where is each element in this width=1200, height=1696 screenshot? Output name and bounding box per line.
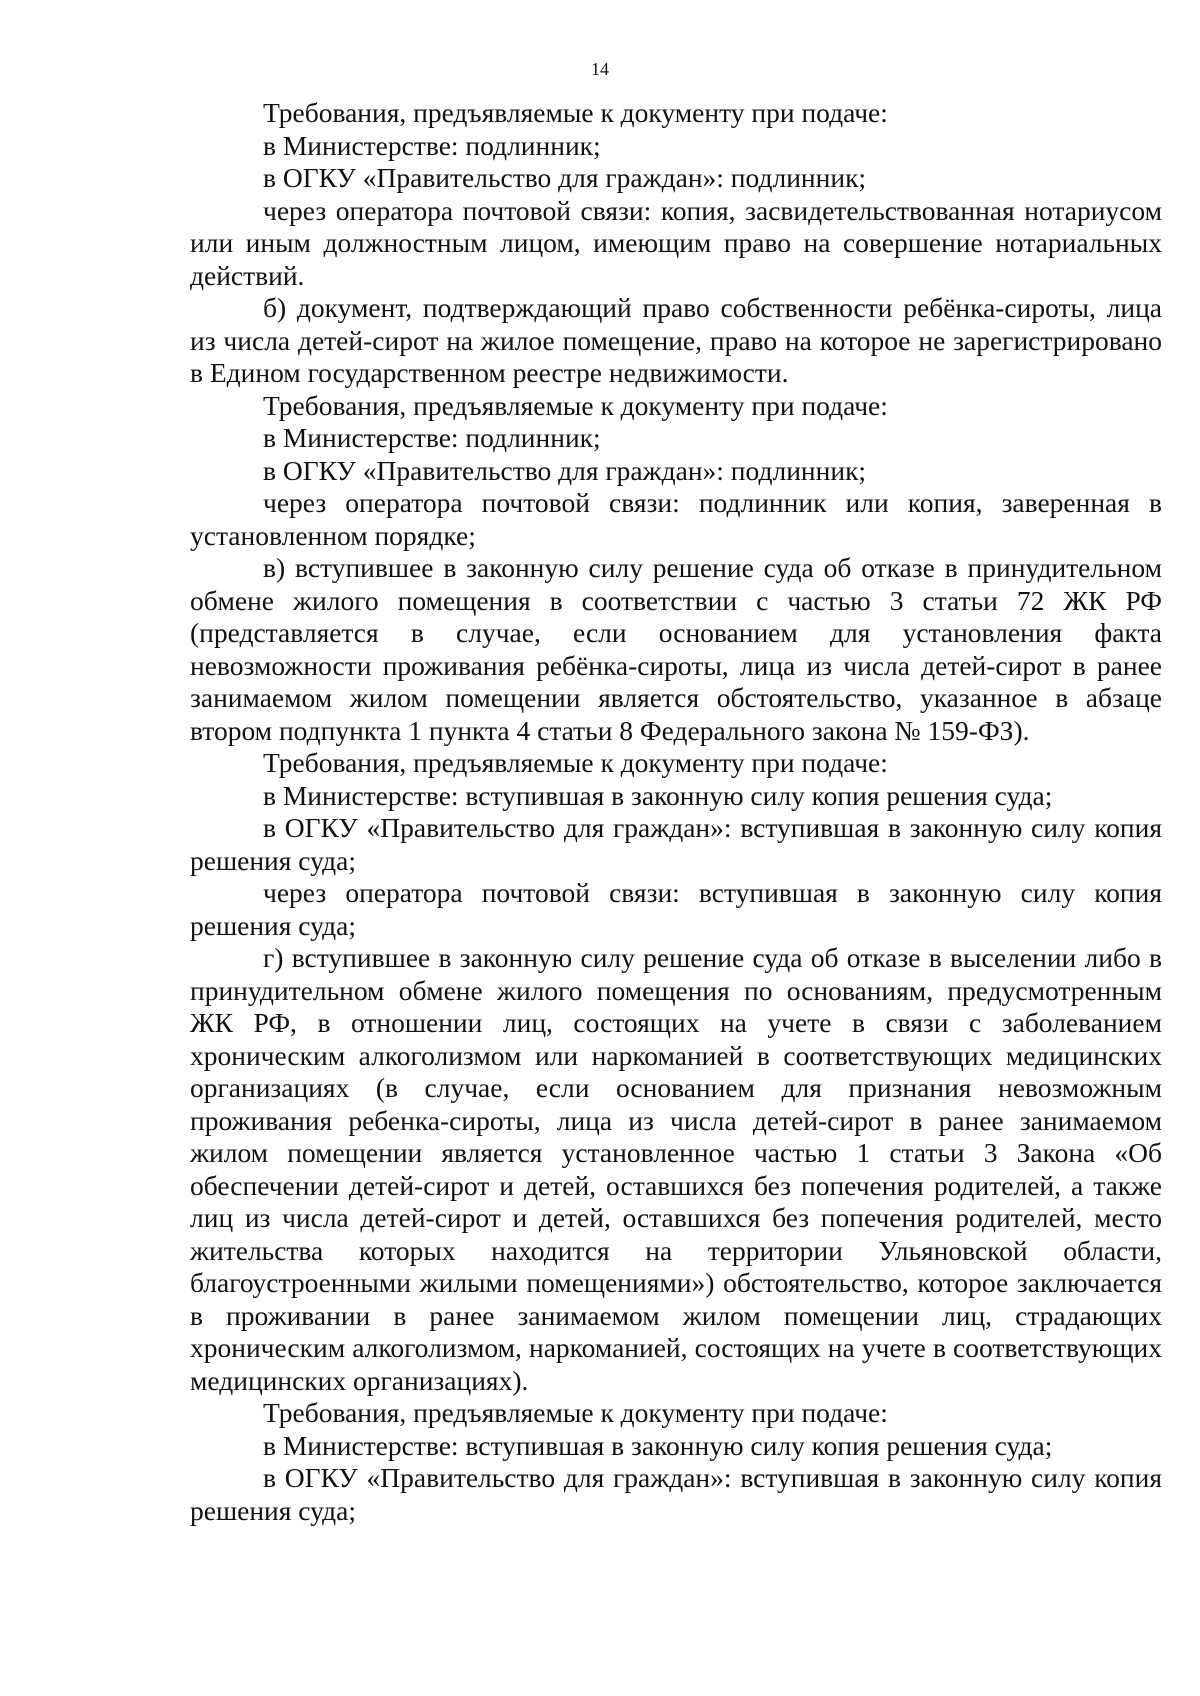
paragraph: в ОГКУ «Правительство для граждан»: вступившая в законную силу копия решения суда; [190, 1462, 1162, 1526]
paragraph: Требования, предъявляемые к документу при подаче: [263, 1397, 888, 1428]
paragraph: через оператора почтовой связи: копия, засвидетельствованная нотариусом или иным должностным лицом, имеющим право на совершение нотариальных действий. [190, 194, 1162, 291]
page-number: 14 [591, 59, 609, 79]
paragraph: в Министерстве: вступившая в законную силу копия решения суда; [263, 779, 1053, 811]
paragraph: через оператора почтовой связи: вступившая в законную силу копия решения суда; [190, 877, 1162, 941]
paragraph: в ОГКУ «Правительство для граждан»: подлинник; [263, 454, 867, 486]
paragraph: в Министерстве: подлинник; [263, 422, 601, 453]
paragraph: в) вступившее в законную силу решение суда об отказе в принудительном обмене жилого помещения в соответствии с частью 3 статьи 72 ЖК РФ (представляется в случае, если основанием для установления факта невозможности проживания ребёнка-сироты, лица из числа детей-сирот в ранее занимаемом жилом помещении является обстоятельство, указанное в абзаце втором подпункта 1 пункта 4 статьи 8 Федерального закона № 159-ФЗ). [190, 552, 1162, 746]
paragraph: в Министерстве: вступившая в законную силу копия решения суда; [263, 1429, 1053, 1461]
document-body [190, 97, 1162, 1527]
paragraph: г) вступившее в законную силу решение суда об отказе в выселении либо в принудительном обмене жилого помещения по основаниям, предусмотренным ЖК РФ, в отношении лиц, состоящих на учете в связи с заболеванием хроническим алкоголизмом или наркоманией в соответствующих медицинских организациях (в случае, если основанием для признания невозможным проживания ребенка-сироты, лица из числа детей-сирот в ранее занимаемом жилом помещении является установленное частью 1 статьи 3 Закона «Об обеспечении детей-сирот и детей, оставшихся без попечения родителей, а также лиц из числа детей-сирот и детей, оставшихся без попечения родителей, место жительства которых находится на территории Ульяновской области, благоустроенными жилыми помещениями») обстоятельство, которое заключается в проживании в ранее занимаемом жилом помещении лиц, страдающих хроническим алкоголизмом, наркоманией, состоящих на учете в соответствующих медицинских организациях). [190, 942, 1162, 1396]
paragraph: Требования, предъявляемые к документу при подаче: [263, 747, 888, 778]
paragraph: Требования, предъявляемые к документу при подаче: [263, 389, 888, 421]
paragraph: в ОГКУ «Правительство для граждан»: подлинник; [263, 162, 867, 193]
paragraph: в Министерстве: подлинник; [263, 129, 601, 161]
paragraph: через оператора почтовой связи: подлинник или копия, заверенная в установленном порядке; [190, 487, 1162, 551]
paragraph: Требования, предъявляемые к документу при подаче: [263, 97, 888, 128]
paragraph: б) документ, подтверждающий право собственности ребёнка-сироты, лица из числа детей-сирот на жилое помещение, право на которое не зарегистрировано в Едином государственном реестре недвижимости. [190, 292, 1162, 388]
paragraph: в ОГКУ «Правительство для граждан»: вступившая в законную силу копия решения суда; [190, 812, 1162, 876]
